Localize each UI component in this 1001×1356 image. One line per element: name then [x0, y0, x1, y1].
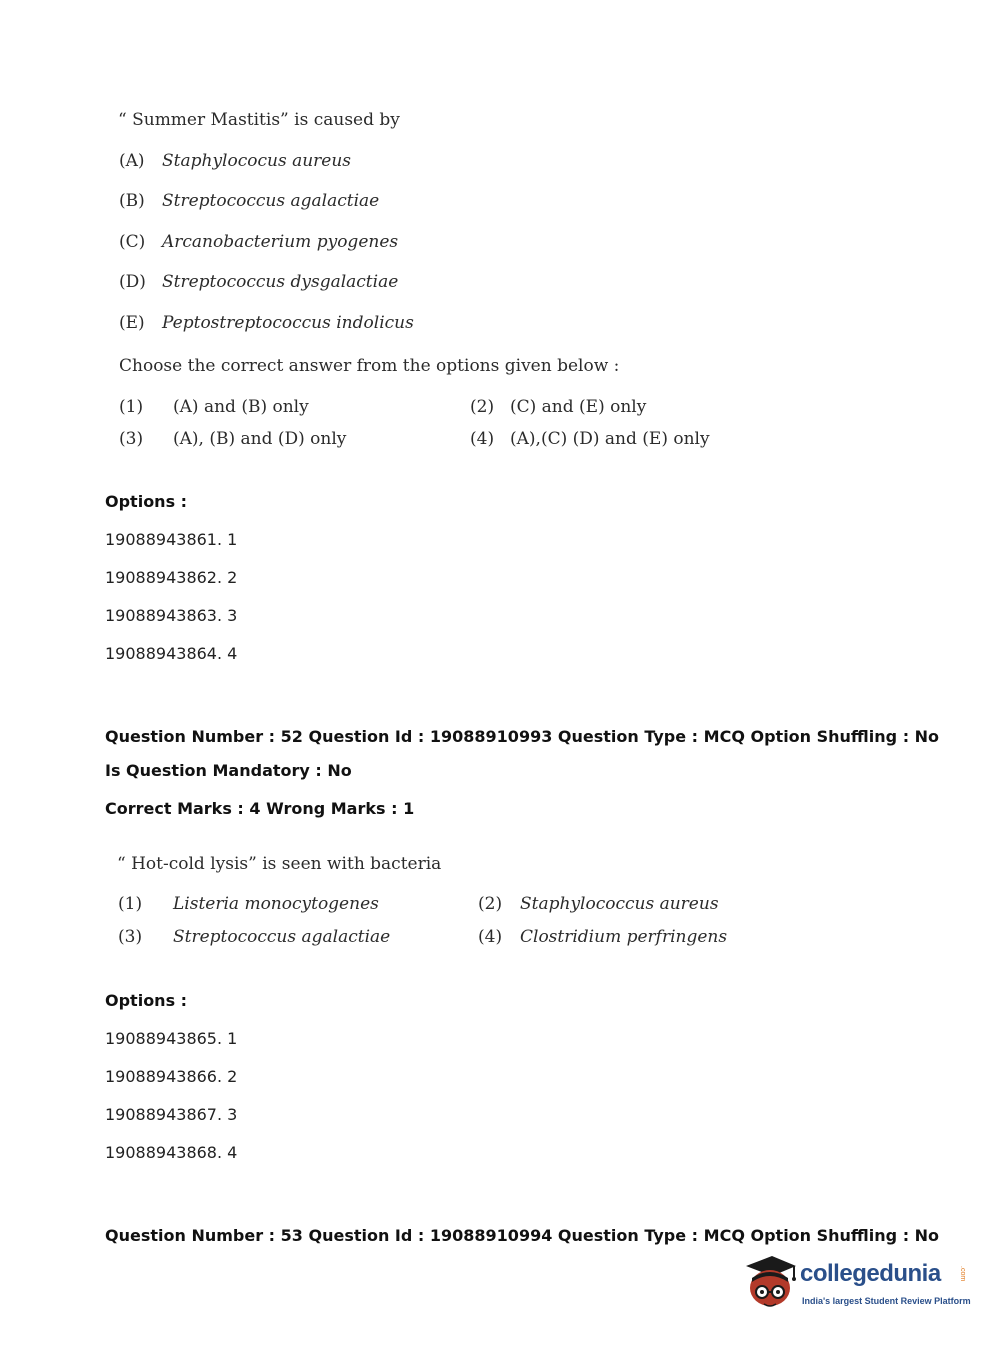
q52-header-line1: Question Number : 52 Question Id : 19088910993 Question Type : MCQ Option Shuffling : No: [105, 727, 940, 746]
q51-statement-text-c: Arcanobacterium pyogenes: [162, 232, 399, 252]
q52-option-4: 19088943868. 4: [105, 1143, 238, 1162]
q52-choice-text-3: Streptococcus agalactiae: [173, 927, 391, 947]
q51-choice-text-1: (A) and (B) only: [173, 397, 309, 417]
q52-choice-text-1: Listeria monocytogenes: [173, 894, 379, 914]
q51-option-1: 19088943861. 1: [105, 530, 238, 549]
q51-instruction: Choose the correct answer from the options given below :: [119, 356, 620, 376]
q51-statement-label-b: (B): [119, 191, 145, 211]
q51-choice-text-3: (A), (B) and (D) only: [173, 429, 347, 449]
q52-choice-num-2: (2): [478, 894, 503, 914]
q52-options-heading: Options :: [105, 991, 188, 1010]
q52-choice-text-4: Clostridium perfringens: [520, 927, 728, 947]
q52-header-line2: Is Question Mandatory : No: [105, 761, 352, 780]
logo-tagline: India's largest Student Review Platform: [802, 1296, 971, 1306]
q51-statement-label-c: (C): [119, 232, 146, 252]
q51-choice-text-2: (C) and (E) only: [510, 397, 647, 417]
q52-option-3: 19088943867. 3: [105, 1105, 238, 1124]
student-mascot-icon: [742, 1252, 798, 1316]
q51-statement-label-a: (A): [119, 151, 145, 171]
q52-choice-num-3: (3): [118, 927, 143, 947]
q51-choice-num-1: (1): [119, 397, 144, 417]
q51-statement-label-d: (D): [119, 272, 146, 292]
q51-statement-label-e: (E): [119, 313, 145, 333]
q51-options-heading: Options :: [105, 492, 188, 511]
q51-choice-num-2: (2): [470, 397, 495, 417]
q52-stem: “ Hot-cold lysis” is seen with bacteria: [117, 854, 442, 874]
q52-choice-num-4: (4): [478, 927, 503, 947]
q53-header-line1: Question Number : 53 Question Id : 19088910994 Question Type : MCQ Option Shuffling : No: [105, 1226, 940, 1245]
q51-option-4: 19088943864. 4: [105, 644, 238, 663]
q51-choice-text-4: (A),(C) (D) and (E) only: [510, 429, 710, 449]
q51-option-2: 19088943862. 2: [105, 568, 238, 587]
q51-choice-num-3: (3): [119, 429, 144, 449]
q51-statement-text-e: Peptostreptococcus indolicus: [162, 313, 414, 333]
q51-option-3: 19088943863. 3: [105, 606, 238, 625]
logo-suffix: .com: [959, 1266, 966, 1282]
q51-choice-num-4: (4): [470, 429, 495, 449]
q52-option-2: 19088943866. 2: [105, 1067, 238, 1086]
q51-statement-text-a: Staphylococus aureus: [162, 151, 352, 171]
q52-choice-text-2: Staphylococcus aureus: [520, 894, 719, 914]
logo-wordmark: collegedunia: [800, 1260, 941, 1287]
q51-statement-text-b: Streptococcus agalactiae: [162, 191, 380, 211]
q52-header-line3: Correct Marks : 4 Wrong Marks : 1: [105, 799, 415, 818]
q52-option-1: 19088943865. 1: [105, 1029, 238, 1048]
q51-statement-text-d: Streptococcus dysgalactiae: [162, 272, 399, 292]
collegedunia-logo: [742, 1250, 972, 1320]
q51-stem: “ Summer Mastitis” is caused by: [118, 110, 400, 130]
q52-choice-num-1: (1): [118, 894, 143, 914]
